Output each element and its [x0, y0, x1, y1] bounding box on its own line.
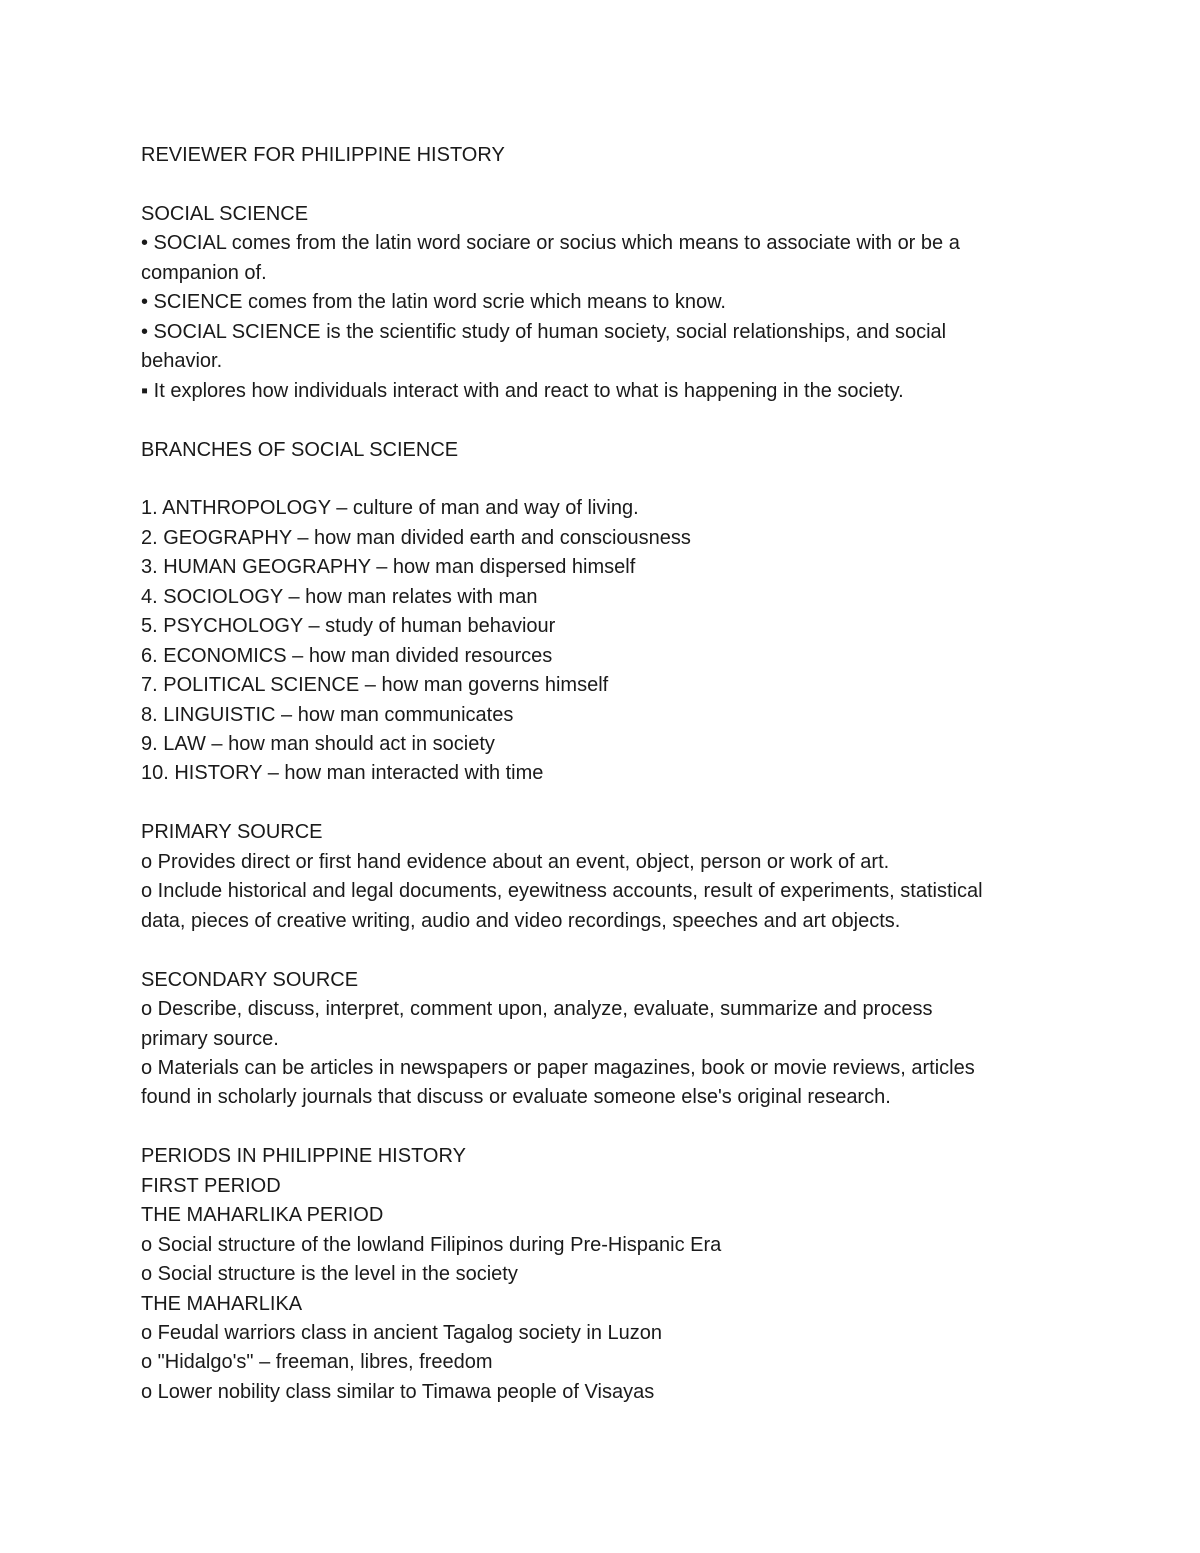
social-science-line: behavior. — [141, 350, 223, 373]
branch-list-item: 3. HUMAN GEOGRAPHY – how man dispersed himself — [141, 556, 636, 579]
social-science-line: companion of. — [141, 261, 267, 284]
periods-line: o Lower nobility class similar to Timawa people of Visayas — [141, 1380, 655, 1403]
primary-source-line: data, pieces of creative writing, audio and video recordings, speeches and art objects. — [141, 909, 901, 932]
secondary-source-line: primary source. — [141, 1027, 279, 1050]
secondary-source-line: found in scholarly journals that discuss or evaluate someone else's original research. — [141, 1086, 891, 1109]
branch-list-item: 1. ANTHROPOLOGY – culture of man and way of living. — [141, 497, 639, 520]
secondary-source-line: o Describe, discuss, interpret, comment upon, analyze, evaluate, summarize and process — [141, 998, 933, 1021]
spacer — [141, 936, 1071, 965]
periods-line: o Social structure is the level in the society — [141, 1263, 518, 1286]
spacer — [141, 465, 1071, 494]
branch-list-item: 10. HISTORY – how man interacted with time — [141, 762, 544, 785]
spacer — [141, 406, 1071, 435]
branch-list-item: 5. PSYCHOLOGY – study of human behaviour — [141, 615, 556, 638]
section-heading-primary-source: PRIMARY SOURCE — [141, 821, 323, 844]
secondary-source-line: o Materials can be articles in newspapers or paper magazines, book or movie reviews, articles — [141, 1056, 975, 1079]
periods-line: o Social structure of the lowland Filipinos during Pre-Hispanic Era — [141, 1233, 722, 1256]
section-heading-secondary-source: SECONDARY SOURCE — [141, 968, 359, 991]
periods-line: o Feudal warriors class in ancient Tagalog society in Luzon — [141, 1322, 663, 1345]
document-body — [141, 141, 1071, 1407]
periods-line: FIRST PERIOD — [141, 1174, 281, 1197]
section-heading-branches: BRANCHES OF SOCIAL SCIENCE — [141, 438, 459, 461]
social-science-line: • SOCIAL SCIENCE is the scientific study of human society, social relationships, and social — [141, 320, 947, 343]
primary-source-line: o Provides direct or first hand evidence about an event, object, person or work of art. — [141, 850, 890, 873]
branch-list-item: 4. SOCIOLOGY – how man relates with man — [141, 585, 538, 608]
social-science-line: • SOCIAL comes from the latin word sociare or socius which means to associate with or be a — [141, 232, 960, 255]
primary-source-line: o Include historical and legal documents, eyewitness accounts, result of experiments, statistical — [141, 880, 983, 903]
branch-list-item: 9. LAW – how man should act in society — [141, 733, 495, 756]
document-title: REVIEWER FOR PHILIPPINE HISTORY — [141, 144, 505, 166]
branch-list-item: 8. LINGUISTIC – how man communicates — [141, 703, 514, 726]
spacer — [141, 1113, 1071, 1142]
social-science-line: • SCIENCE comes from the latin word scrie which means to know. — [141, 291, 726, 314]
section-heading-social-science: SOCIAL SCIENCE — [141, 202, 309, 225]
branch-list-item: 7. POLITICAL SCIENCE – how man governs himself — [141, 674, 609, 697]
social-science-line: ▪ It explores how individuals interact with and react to what is happening in the society. — [141, 379, 904, 402]
branch-list-item: 6. ECONOMICS – how man divided resources — [141, 644, 553, 667]
branch-list-item: 2. GEOGRAPHY – how man divided earth and consciousness — [141, 526, 691, 549]
spacer — [141, 789, 1071, 818]
section-heading-periods: PERIODS IN PHILIPPINE HISTORY — [141, 1145, 466, 1168]
spacer — [141, 170, 1071, 199]
periods-line: THE MAHARLIKA — [141, 1292, 303, 1315]
periods-line: o "Hidalgo's" – freeman, libres, freedom — [141, 1351, 493, 1374]
periods-line: THE MAHARLIKA PERIOD — [141, 1204, 384, 1227]
